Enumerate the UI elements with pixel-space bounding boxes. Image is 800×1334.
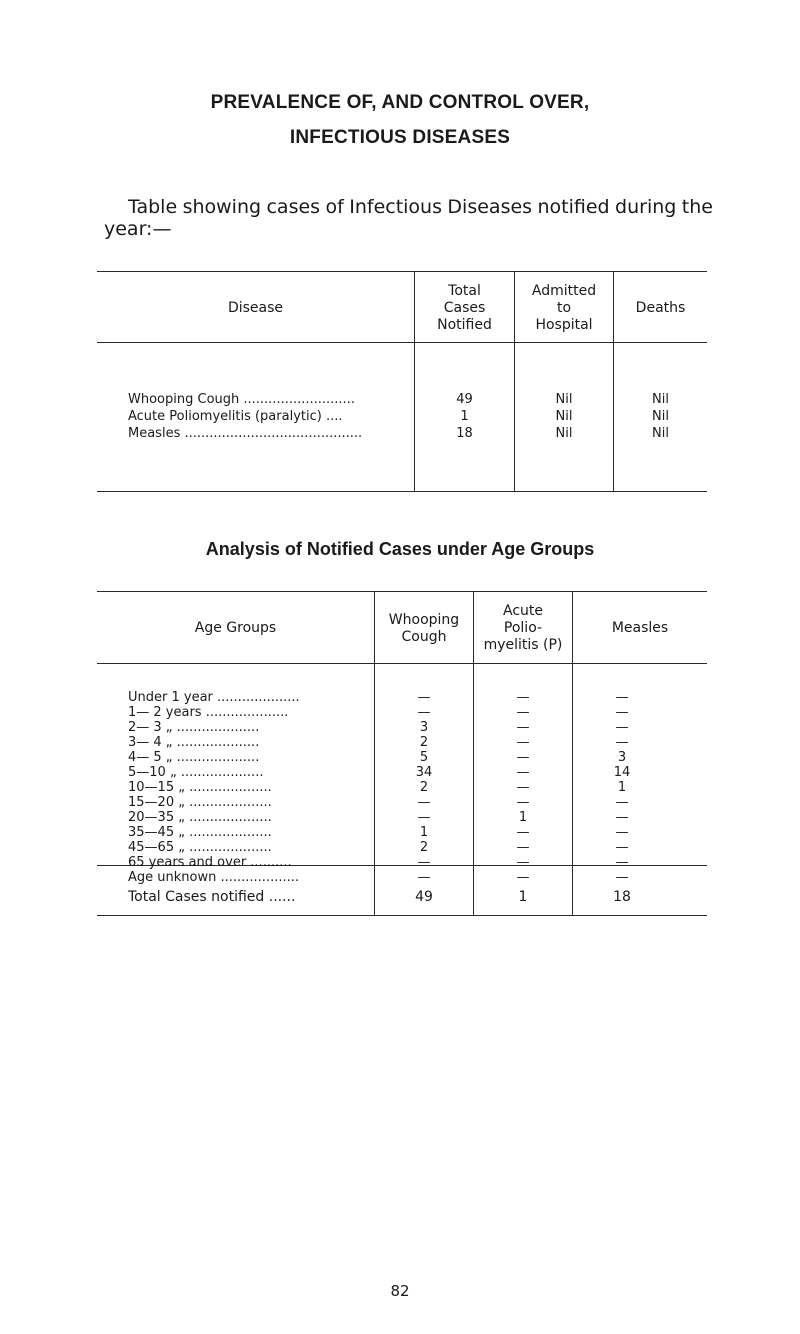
measles-value: —: [615, 810, 629, 825]
measles-value: —: [615, 870, 629, 885]
age-group-label: 20—35 „ ....................: [128, 810, 272, 825]
deaths-value: Nil: [652, 392, 669, 407]
whooping-cough-value: 3: [419, 720, 429, 735]
polio-value: —: [516, 690, 530, 705]
age-group-label: 45—65 „ ....................: [128, 840, 272, 855]
polio-value: —: [516, 750, 530, 765]
table-rule: [97, 915, 707, 916]
measles-value: —: [615, 855, 629, 870]
whooping-cough-value: —: [417, 690, 431, 705]
intro-word: showing: [182, 196, 262, 218]
measles-value: —: [615, 690, 629, 705]
age-group-label: 65 years and over ..........: [128, 855, 292, 870]
age-group-label: 5—10 „ ....................: [128, 765, 264, 780]
measles-value: —: [615, 825, 629, 840]
measles-value: —: [615, 735, 629, 750]
total-whooping-cough: 49: [415, 889, 433, 905]
polio-value: 1: [518, 810, 528, 825]
age-group-label: 3— 4 „ ....................: [128, 735, 260, 750]
admitted-value: Nil: [555, 392, 573, 407]
disease-name: Whooping Cough ...........................: [128, 392, 355, 407]
polio-value: —: [516, 795, 530, 810]
polio-value: —: [516, 765, 530, 780]
total-cases-value: 49: [456, 392, 473, 407]
polio-value: —: [516, 855, 530, 870]
intro-word: Infectious: [349, 196, 442, 218]
whooping-cough-value: 2: [419, 840, 429, 855]
intro-paragraph: [104, 196, 713, 240]
measles-value: 14: [613, 765, 631, 780]
intro-line-1: [128, 196, 713, 218]
measles-value: —: [615, 795, 629, 810]
whooping-cough-value: 2: [419, 735, 429, 750]
age-group-label: Under 1 year ....................: [128, 690, 300, 705]
total-cases-label: Total Cases notified ......: [128, 889, 296, 905]
total-polio: 1: [518, 889, 528, 905]
header-total-cases-notified: Total Cases Notified: [437, 283, 492, 333]
deaths-value: Nil: [652, 426, 669, 441]
whooping-cough-value: 5: [419, 750, 429, 765]
admitted-value: Nil: [555, 409, 573, 424]
intro-word: Table: [128, 196, 178, 218]
analysis-title: Analysis of Notified Cases under Age Groups: [205, 539, 595, 559]
intro-word: the: [681, 196, 713, 218]
polio-value: —: [516, 735, 530, 750]
intro-line-2: year:—: [104, 218, 172, 240]
whooping-cough-value: —: [417, 870, 431, 885]
table-rule: [97, 271, 707, 272]
deaths-value: Nil: [652, 409, 669, 424]
disease-name: Measles ...........................................: [128, 426, 363, 441]
disease-name: Acute Poliomyelitis (paralytic) ....: [128, 409, 343, 424]
measles-value: —: [615, 705, 629, 720]
header-admitted-to-hospital: Admitted to Hospital: [531, 283, 597, 333]
page-heading-line2: INFECTIOUS DISEASES: [289, 127, 511, 148]
polio-value: —: [516, 780, 530, 795]
whooping-cough-value: —: [417, 855, 431, 870]
age-group-label: 4— 5 „ ....................: [128, 750, 260, 765]
age-group-label: 35—45 „ ....................: [128, 825, 272, 840]
header-age-groups: Age Groups: [194, 620, 277, 636]
intro-word: Diseases: [447, 196, 533, 218]
header-measles: Measles: [611, 620, 669, 636]
age-group-label: 1— 2 years ....................: [128, 705, 289, 720]
age-group-label: 10—15 „ ....................: [128, 780, 272, 795]
admitted-value: Nil: [555, 426, 573, 441]
header-acute-poliomyelitis: Acute Polio- myelitis (P): [483, 603, 563, 653]
table-rule: [97, 491, 707, 492]
page-heading-line1: PREVALENCE OF, AND CONTROL OVER,: [210, 92, 590, 113]
intro-word: during: [615, 196, 677, 218]
intro-word: cases: [266, 196, 321, 218]
whooping-cough-value: —: [417, 810, 431, 825]
polio-value: —: [516, 825, 530, 840]
polio-value: —: [516, 840, 530, 855]
measles-value: —: [615, 840, 629, 855]
total-measles: 18: [613, 889, 631, 905]
polio-value: —: [516, 705, 530, 720]
header-disease: Disease: [227, 300, 284, 316]
whooping-cough-value: 2: [419, 780, 429, 795]
intro-word: of: [325, 196, 344, 218]
table-rule: [415, 342, 707, 343]
measles-value: —: [615, 720, 629, 735]
total-cases-value: 18: [456, 426, 473, 441]
header-deaths: Deaths: [635, 300, 686, 316]
header-whooping-cough: Whooping Cough: [388, 612, 460, 645]
page-number: 82: [390, 1282, 410, 1300]
table-rule: [97, 663, 707, 664]
whooping-cough-value: —: [417, 705, 431, 720]
total-cases-value: 1: [460, 409, 469, 424]
age-group-label: 2— 3 „ ....................: [128, 720, 260, 735]
whooping-cough-value: —: [417, 795, 431, 810]
age-group-label: 15—20 „ ....................: [128, 795, 272, 810]
table-rule: [97, 591, 707, 592]
polio-value: —: [516, 720, 530, 735]
whooping-cough-value: 34: [415, 765, 433, 780]
intro-word: notified: [537, 196, 610, 218]
measles-value: 1: [617, 780, 627, 795]
measles-value: 3: [617, 750, 627, 765]
age-group-label: Age unknown ...................: [128, 870, 299, 885]
table-rule: [97, 342, 415, 343]
polio-value: —: [516, 870, 530, 885]
whooping-cough-value: 1: [419, 825, 429, 840]
